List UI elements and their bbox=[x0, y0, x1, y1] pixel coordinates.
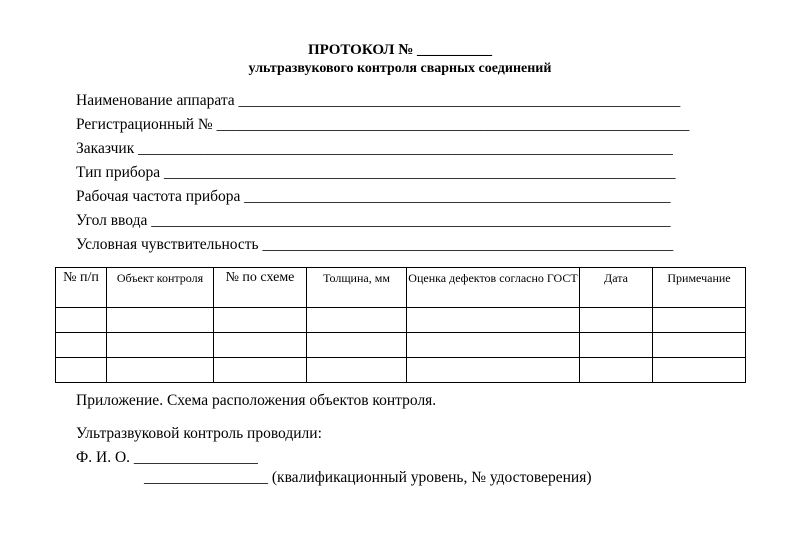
col-header-date: Дата bbox=[580, 268, 653, 308]
col-header-note: Примечание bbox=[653, 268, 746, 308]
col-header-scheme-number: № по схеме bbox=[214, 268, 307, 308]
table-cell[interactable] bbox=[56, 358, 107, 383]
table-cell[interactable] bbox=[56, 308, 107, 333]
table-cell[interactable] bbox=[56, 333, 107, 358]
table-cell[interactable] bbox=[107, 358, 214, 383]
table-cell[interactable] bbox=[214, 308, 307, 333]
protocol-title: ПРОТОКОЛ № __________ bbox=[307, 42, 493, 58]
col-header-thickness: Толщина, мм bbox=[307, 268, 407, 308]
table-row bbox=[56, 308, 746, 333]
field-registration-number[interactable]: Регистрационный № _____________________________________________________________ bbox=[76, 116, 690, 133]
field-device-type[interactable]: Тип прибора __________________________________________________________________ bbox=[76, 164, 676, 181]
table-cell[interactable] bbox=[107, 333, 214, 358]
table-cell[interactable] bbox=[307, 333, 407, 358]
field-sensitivity[interactable]: Условная чувствительность _____________________________________________________ bbox=[76, 236, 674, 253]
protocol-subtitle: ультразвукового контроля сварных соединений bbox=[248, 61, 552, 76]
table-cell[interactable] bbox=[407, 308, 580, 333]
conducted-by-label: Ультразвуковой контроль проводили: bbox=[76, 425, 322, 442]
col-header-number: № п/п bbox=[56, 268, 107, 308]
table-cell[interactable] bbox=[307, 308, 407, 333]
table-cell[interactable] bbox=[580, 333, 653, 358]
appendix-note: Приложение. Схема расположения объектов контроля. bbox=[76, 392, 437, 409]
table-row bbox=[56, 333, 746, 358]
table-cell[interactable] bbox=[407, 358, 580, 383]
table-cell[interactable] bbox=[580, 358, 653, 383]
inspection-table bbox=[55, 267, 746, 383]
protocol-fields bbox=[76, 89, 706, 257]
table-cell[interactable] bbox=[107, 308, 214, 333]
field-input-angle[interactable]: Угол ввода ___________________________________________________________________ bbox=[76, 212, 671, 229]
table-cell[interactable] bbox=[407, 333, 580, 358]
table-cell[interactable] bbox=[307, 358, 407, 383]
col-header-object: Объект контроля bbox=[107, 268, 214, 308]
col-header-defect-assessment: Оценка дефектов согласно ГОСТ bbox=[407, 268, 580, 308]
table-cell[interactable] bbox=[214, 358, 307, 383]
field-fio[interactable]: Ф. И. О. ________________ bbox=[76, 449, 258, 466]
field-qualification[interactable]: ________________ (квалификационный уровень, № удостоверения) bbox=[144, 469, 592, 486]
table-cell[interactable] bbox=[214, 333, 307, 358]
table-header-row bbox=[56, 268, 746, 308]
table-cell[interactable] bbox=[653, 358, 746, 383]
table-cell[interactable] bbox=[653, 308, 746, 333]
protocol-header bbox=[0, 40, 800, 78]
field-working-frequency[interactable]: Рабочая частота прибора _______________________________________________________ bbox=[76, 188, 671, 205]
field-apparatus-name[interactable]: Наименование аппарата _________________________________________________________ bbox=[76, 92, 681, 109]
table-cell[interactable] bbox=[653, 333, 746, 358]
field-customer[interactable]: Заказчик _____________________________________________________________________ bbox=[76, 140, 673, 157]
table-row bbox=[56, 358, 746, 383]
table-cell[interactable] bbox=[580, 308, 653, 333]
